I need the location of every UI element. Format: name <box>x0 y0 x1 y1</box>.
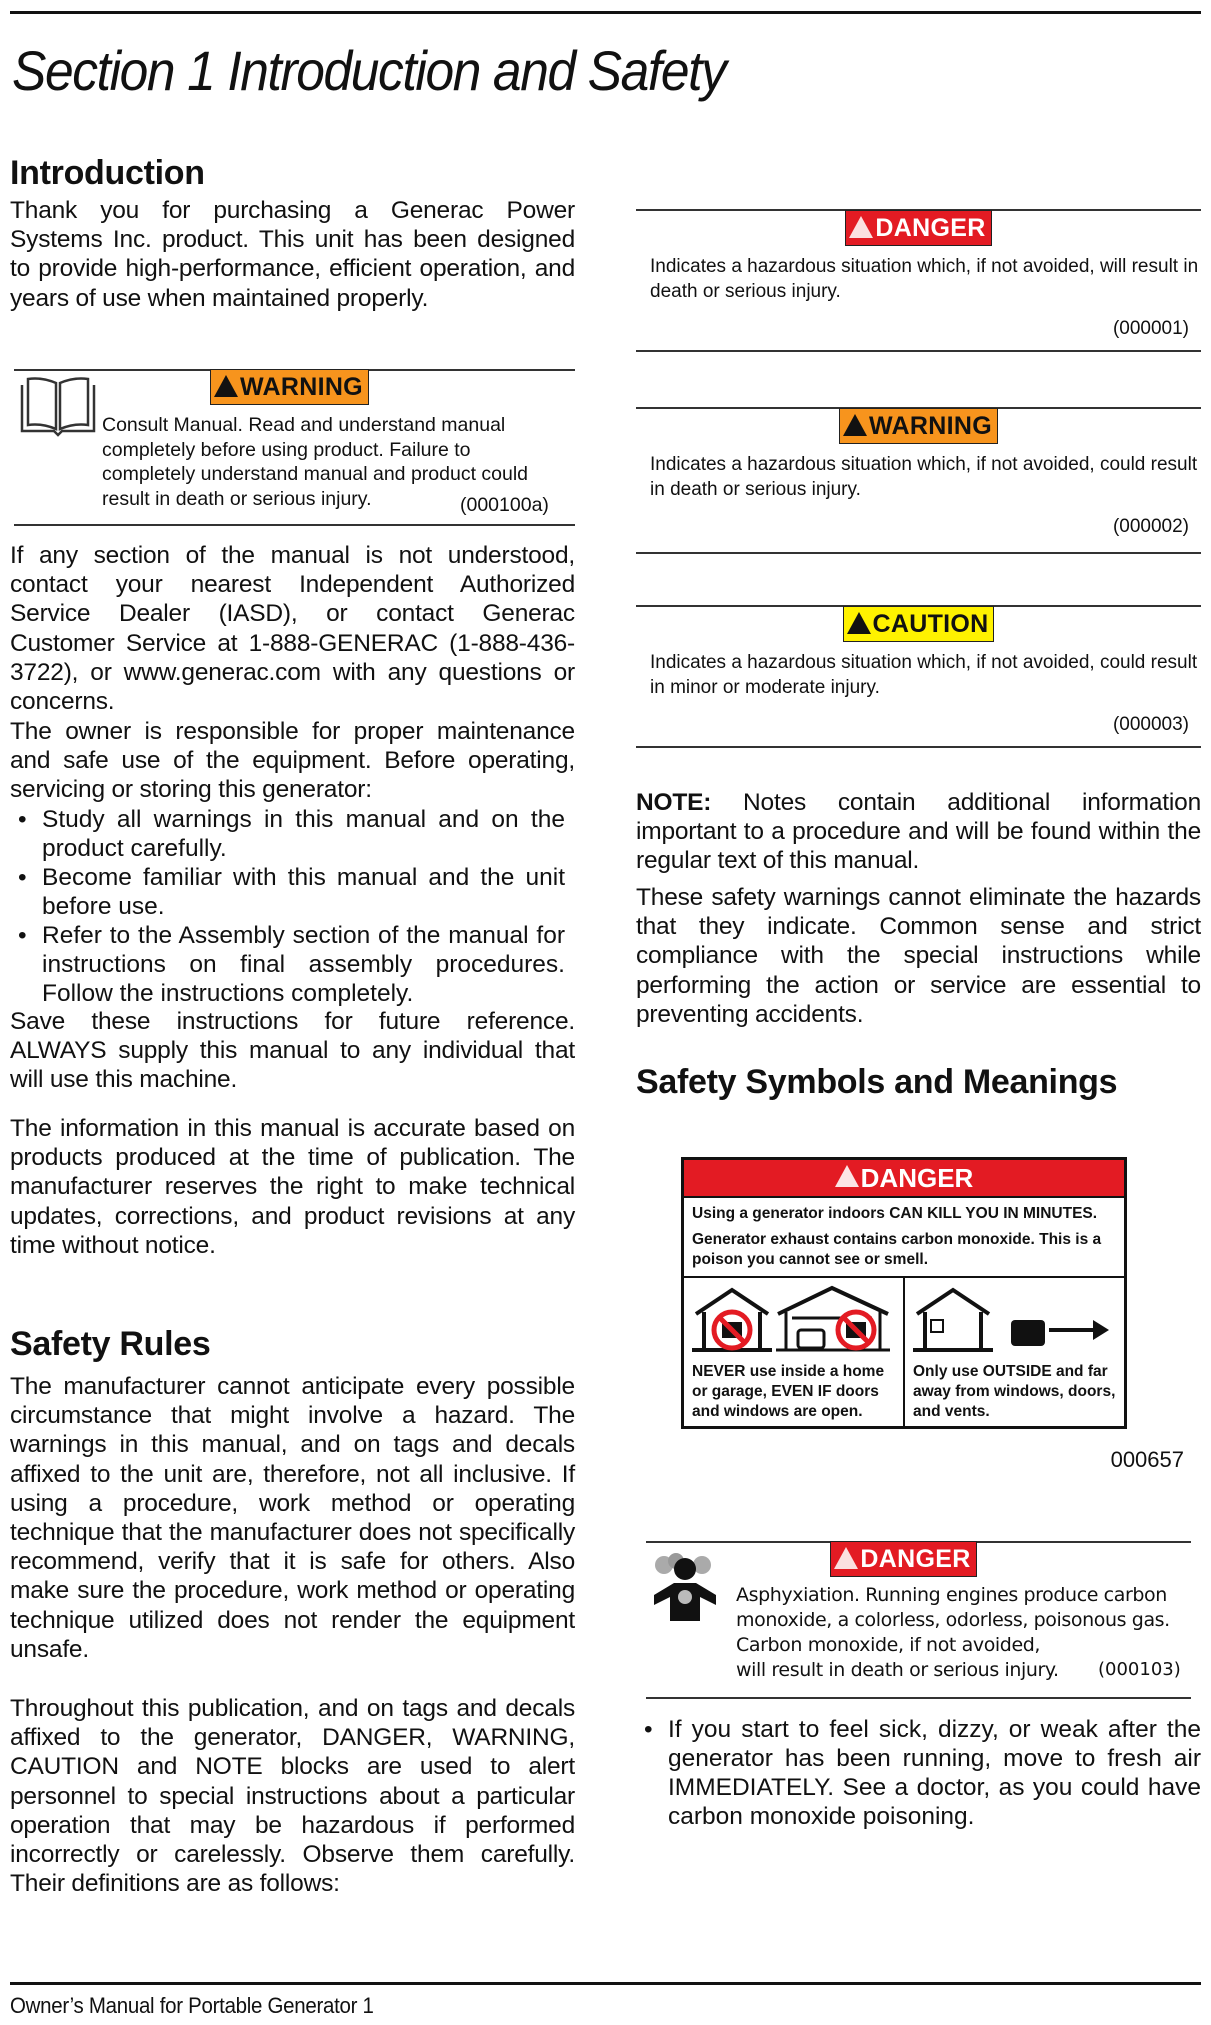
danger-badge: DANGER <box>845 210 991 246</box>
owner-bullet-list <box>10 805 565 1008</box>
danger-triangle-icon <box>834 1547 858 1569</box>
never-indoors-cell <box>684 1278 903 1426</box>
sign-line-2: Generator exhaust contains carbon monoxide. This is a poison you cannot see or smell. <box>692 1231 1102 1268</box>
warning-badge: WARNING <box>210 369 369 405</box>
asphyxiation-text: Asphyxiation. Running engines produce carbon monoxide, a colorless, odorless, poisonous gas. Carbon monoxide, if not avoided, will result in death or serious injury. <box>736 1584 1170 1681</box>
sign-code: 000657 <box>1110 1447 1184 1472</box>
bullet-item: • Study all warnings in this manual and on the product carefully. <box>18 806 565 862</box>
accuracy-paragraph: The information in this manual is accurate based on products produced at the time of publication. The manufacturer reserves the right to make technical updates, corrections, and product revisions at any time without notice. <box>10 1115 575 1259</box>
caution-definition-text: Indicates a hazardous situation which, if not avoided, could result in minor or moderate injury. <box>650 652 1198 698</box>
top-rule <box>10 11 1201 14</box>
asphyxiation-code: (000103) <box>1098 1659 1181 1680</box>
caution-definition-code: (000003) <box>1112 714 1189 735</box>
use-outside-cell <box>903 1278 1124 1426</box>
bullet-item: • Refer to the Assembly section of the manual for instructions on final assembly procedures. Follow the instructions completely. <box>18 922 565 1007</box>
caution-triangle-icon <box>847 612 871 634</box>
bullet-item: • If you start to feel sick, dizzy, or weak after the generator has been running, move to fresh air IMMEDIATELY. See a doctor, as you could have carbon monoxide poisoning. <box>644 1716 1201 1830</box>
footer-rule <box>10 1982 1201 1985</box>
sign-header: DANGER <box>684 1160 1124 1198</box>
consult-warning-text: Consult Manual. Read and understand manual completely before using product. Failure to completely understand manual and product could result in death or serious injury. <box>102 414 529 510</box>
safety-rules-heading: Safety Rules <box>10 1325 211 1363</box>
warning-triangle-icon <box>214 375 238 397</box>
warning-badge: WARNING <box>839 408 998 444</box>
safety-rules-paragraph-2: Throughout this publication, and on tags and decals affixed to the generator, DANGER, WARNING, CAUTION and NOTE blocks are used to alert personnel to special instructions about a particular operation that may be hazardous if performed incorrectly or carelessly. Observe them carefully. Their definitions are as follows: <box>10 1695 575 1898</box>
danger-triangle-icon <box>849 216 873 238</box>
safety-symbols-heading: Safety Symbols and Meanings <box>636 1063 1118 1101</box>
danger-definition-code: (000001) <box>1112 318 1189 339</box>
caution-definition <box>636 605 1201 748</box>
carbon-monoxide-danger-sign <box>681 1157 1127 1429</box>
warning-definition-code: (000002) <box>1112 516 1189 537</box>
safety-warnings-paragraph: These safety warnings cannot eliminate the hazards that they indicate. Common sense and strict compliance with the special instructions while performing the action or service are essential to preventing accidents. <box>636 884 1201 1028</box>
consult-manual-warning <box>10 369 575 516</box>
bullet-item: • Become familiar with this manual and the unit before use. <box>18 864 565 920</box>
danger-badge: DANGER <box>830 1541 976 1577</box>
sign-line-1: Using a generator indoors CAN KILL YOU IN MINUTES. <box>692 1205 1098 1222</box>
generator-outside-icon <box>913 1284 1113 1356</box>
warning-triangle-icon <box>843 414 867 436</box>
no-generator-indoors-icon <box>692 1284 892 1356</box>
danger-definition-text: Indicates a hazardous situation which, if not avoided, will result in death or serious injury. <box>650 256 1199 302</box>
contact-paragraph: If any section of the manual is not understood, contact your nearest Independent Authorized Service Dealer (IASD), or contact Generac Customer Service at 1-888-GENERAC (1-888-436-3722), or www.generac.com with any questions or concerns. <box>10 542 575 716</box>
introduction-heading: Introduction <box>10 154 205 192</box>
asphyxiation-danger <box>636 1541 1201 1681</box>
consult-warning-code: (000100a) <box>460 494 549 516</box>
danger-triangle-icon <box>835 1165 859 1187</box>
open-book-icon <box>18 375 98 437</box>
danger-definition <box>636 209 1201 352</box>
page-title: Section 1 Introduction and Safety <box>12 39 726 102</box>
never-indoors-caption: NEVER use inside a home or garage, EVEN IF doors and windows are open. <box>692 1363 885 1420</box>
note-paragraph: NOTE: Notes contain additional information important to a procedure and will be found within the regular text of this manual. <box>636 789 1201 875</box>
warning-definition-text: Indicates a hazardous situation which, if not avoided, could result in death or serious injury. <box>650 454 1198 500</box>
save-instructions-paragraph: Save these instructions for future reference. ALWAYS supply this manual to any individual that will use this machine. <box>10 1008 575 1094</box>
warning-definition <box>636 407 1201 554</box>
introduction-paragraph: Thank you for purchasing a Generac Power Systems Inc. product. This unit has been designed to provide high-performance, efficient operation, and years of use when maintained properly. <box>10 197 575 312</box>
caution-badge: CAUTION <box>843 606 995 642</box>
owner-paragraph: The owner is responsible for proper maintenance and safe use of the equipment. Before operating, servicing or storing this generator: <box>10 718 575 804</box>
page-footer: Owner’s Manual for Portable Generator 1 <box>10 1993 374 2018</box>
sick-bullet-list <box>636 1715 1201 1831</box>
safety-rules-paragraph-1: The manufacturer cannot anticipate every possible circumstance that might involve a hazard. The warnings in this manual, and on tags and decals affixed to the unit are, therefore, not all inclusive. If using a procedure, work method or operating technique that the manufacturer does not specifically recommend, verify that it is safe for others. Also make sure the procedure, work method or operating technique utilized does not render the equipment unsafe. <box>10 1373 575 1663</box>
use-outside-caption: Only use OUTSIDE and far away from windows, doors, and vents. <box>913 1363 1116 1420</box>
